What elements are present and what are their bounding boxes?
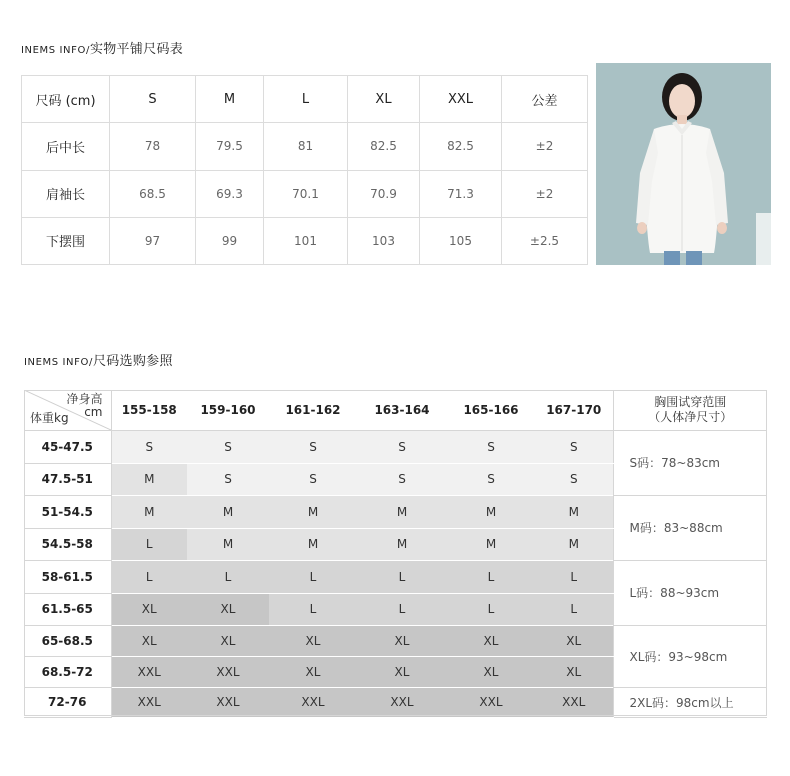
chest-range: S码：78~83cm <box>613 430 767 495</box>
header-cell: XXL <box>420 76 502 123</box>
value-cell: 78 <box>110 123 196 170</box>
measurement-row <box>22 170 588 217</box>
weight-label: 51-54.5 <box>24 495 111 528</box>
chest-range: XL码：93~98cm <box>613 625 767 687</box>
height-unit: cm <box>84 405 103 419</box>
size-cell: M <box>447 495 535 528</box>
size-cell: XL <box>447 656 535 687</box>
size-cell: M <box>535 495 613 528</box>
height-header: 167-170 <box>535 390 613 430</box>
height-header: 155-158 <box>111 390 187 430</box>
weight-label: 47.5-51 <box>24 463 111 495</box>
size-cell: S <box>187 463 269 495</box>
header-cell: L <box>264 76 348 123</box>
chest-range-header <box>613 390 767 430</box>
height-axis-label <box>66 393 102 419</box>
measurement-table <box>21 75 588 265</box>
size-cell: M <box>535 528 613 560</box>
size-cell: XXL <box>111 656 187 687</box>
corner-cell <box>24 390 111 430</box>
size-cell: M <box>111 495 187 528</box>
weight-label: 72-76 <box>24 687 111 717</box>
size-cell: S <box>111 430 187 463</box>
size-cell: M <box>187 528 269 560</box>
value-cell: 68.5 <box>110 170 196 217</box>
recommend-section-title <box>24 350 173 369</box>
size-cell: L <box>111 528 187 560</box>
value-cell: 70.9 <box>348 170 420 217</box>
size-cell: S <box>357 430 447 463</box>
height-header: 159-160 <box>187 390 269 430</box>
value-cell: 105 <box>420 217 502 264</box>
header-cell: XL <box>348 76 420 123</box>
size-cell: M <box>447 528 535 560</box>
value-cell: 99 <box>196 217 264 264</box>
chest-range: L码：88~93cm <box>613 560 767 625</box>
weight-label: 65-68.5 <box>24 625 111 656</box>
value-cell: 70.1 <box>264 170 348 217</box>
size-cell: S <box>187 430 269 463</box>
size-cell: L <box>447 560 535 593</box>
value-cell: 103 <box>348 217 420 264</box>
weight-row <box>24 625 767 656</box>
size-cell: L <box>535 593 613 625</box>
height-header-row <box>24 390 767 430</box>
chest-range: 2XL码：98cm以上 <box>613 687 767 717</box>
weight-label: 58-61.5 <box>24 560 111 593</box>
size-cell: L <box>269 593 357 625</box>
value-cell: ±2.5 <box>502 217 588 264</box>
weight-row <box>24 560 767 593</box>
header-cell: 尺码 (cm) <box>22 76 110 123</box>
height-label: 净身高 <box>66 392 103 406</box>
weight-row <box>24 495 767 528</box>
height-header: 165-166 <box>447 390 535 430</box>
model-illustration <box>596 63 771 265</box>
size-recommendation-table <box>24 390 767 718</box>
chest-header-line2: （人体净尺寸） <box>648 409 733 424</box>
size-cell: M <box>269 495 357 528</box>
size-cell: S <box>357 463 447 495</box>
height-header: 163-164 <box>357 390 447 430</box>
measure-section-title <box>21 38 183 57</box>
size-cell: S <box>269 430 357 463</box>
size-cell: XL <box>187 625 269 656</box>
size-cell: M <box>269 528 357 560</box>
weight-axis-label: 体重kg <box>30 410 69 425</box>
row-label: 后中长 <box>22 123 110 170</box>
measurement-row <box>22 123 588 170</box>
size-recommendation <box>24 390 767 716</box>
size-cell: M <box>187 495 269 528</box>
weight-label: 68.5-72 <box>24 656 111 687</box>
value-cell: 79.5 <box>196 123 264 170</box>
size-cell: XXL <box>269 687 357 717</box>
size-cell: XXL <box>447 687 535 717</box>
size-cell: L <box>357 593 447 625</box>
row-label: 肩袖长 <box>22 170 110 217</box>
brand-label: INEMS INFO/ <box>24 357 93 368</box>
size-cell: L <box>187 560 269 593</box>
size-cell: XL <box>269 625 357 656</box>
weight-label: 54.5-58 <box>24 528 111 560</box>
value-cell: 71.3 <box>420 170 502 217</box>
size-cell: L <box>111 560 187 593</box>
model-photo <box>596 63 771 265</box>
value-cell: 82.5 <box>420 123 502 170</box>
size-cell: XXL <box>357 687 447 717</box>
chest-header-line1: 胸围试穿范围 <box>654 394 727 409</box>
size-cell: L <box>357 560 447 593</box>
size-cell: XL <box>187 593 269 625</box>
size-cell: L <box>447 593 535 625</box>
size-cell: L <box>535 560 613 593</box>
value-cell: 82.5 <box>348 123 420 170</box>
size-cell: XXL <box>187 687 269 717</box>
size-cell: L <box>269 560 357 593</box>
measurement-row <box>22 217 588 264</box>
size-cell: XL <box>357 625 447 656</box>
brand-label: INEMS INFO/ <box>21 45 90 56</box>
size-cell: S <box>269 463 357 495</box>
title-text: 实物平铺尺码表 <box>89 42 184 57</box>
title-text: 尺码选购参照 <box>92 354 173 369</box>
height-header: 161-162 <box>269 390 357 430</box>
size-cell: XL <box>111 593 187 625</box>
value-cell: ±2 <box>502 123 588 170</box>
measurement-header-row <box>22 76 588 123</box>
size-cell: XL <box>447 625 535 656</box>
size-cell: M <box>357 495 447 528</box>
row-label: 下摆围 <box>22 217 110 264</box>
size-cell: S <box>535 463 613 495</box>
header-cell: M <box>196 76 264 123</box>
size-cell: XL <box>535 656 613 687</box>
weight-label: 61.5-65 <box>24 593 111 625</box>
size-cell: XXL <box>111 687 187 717</box>
size-cell: M <box>357 528 447 560</box>
size-cell: XL <box>269 656 357 687</box>
value-cell: ±2 <box>502 170 588 217</box>
chest-range: M码：83~88cm <box>613 495 767 560</box>
size-cell: XL <box>111 625 187 656</box>
size-cell: S <box>535 430 613 463</box>
weight-row <box>24 430 767 463</box>
size-cell: XXL <box>187 656 269 687</box>
size-cell: XL <box>535 625 613 656</box>
value-cell: 101 <box>264 217 348 264</box>
size-cell: M <box>111 463 187 495</box>
value-cell: 69.3 <box>196 170 264 217</box>
weight-label: 45-47.5 <box>24 430 111 463</box>
weight-row <box>24 687 767 717</box>
header-cell: 公差 <box>502 76 588 123</box>
size-cell: XL <box>357 656 447 687</box>
size-cell: S <box>447 463 535 495</box>
size-cell: S <box>447 430 535 463</box>
value-cell: 97 <box>110 217 196 264</box>
header-cell: S <box>110 76 196 123</box>
size-cell: XXL <box>535 687 613 717</box>
value-cell: 81 <box>264 123 348 170</box>
